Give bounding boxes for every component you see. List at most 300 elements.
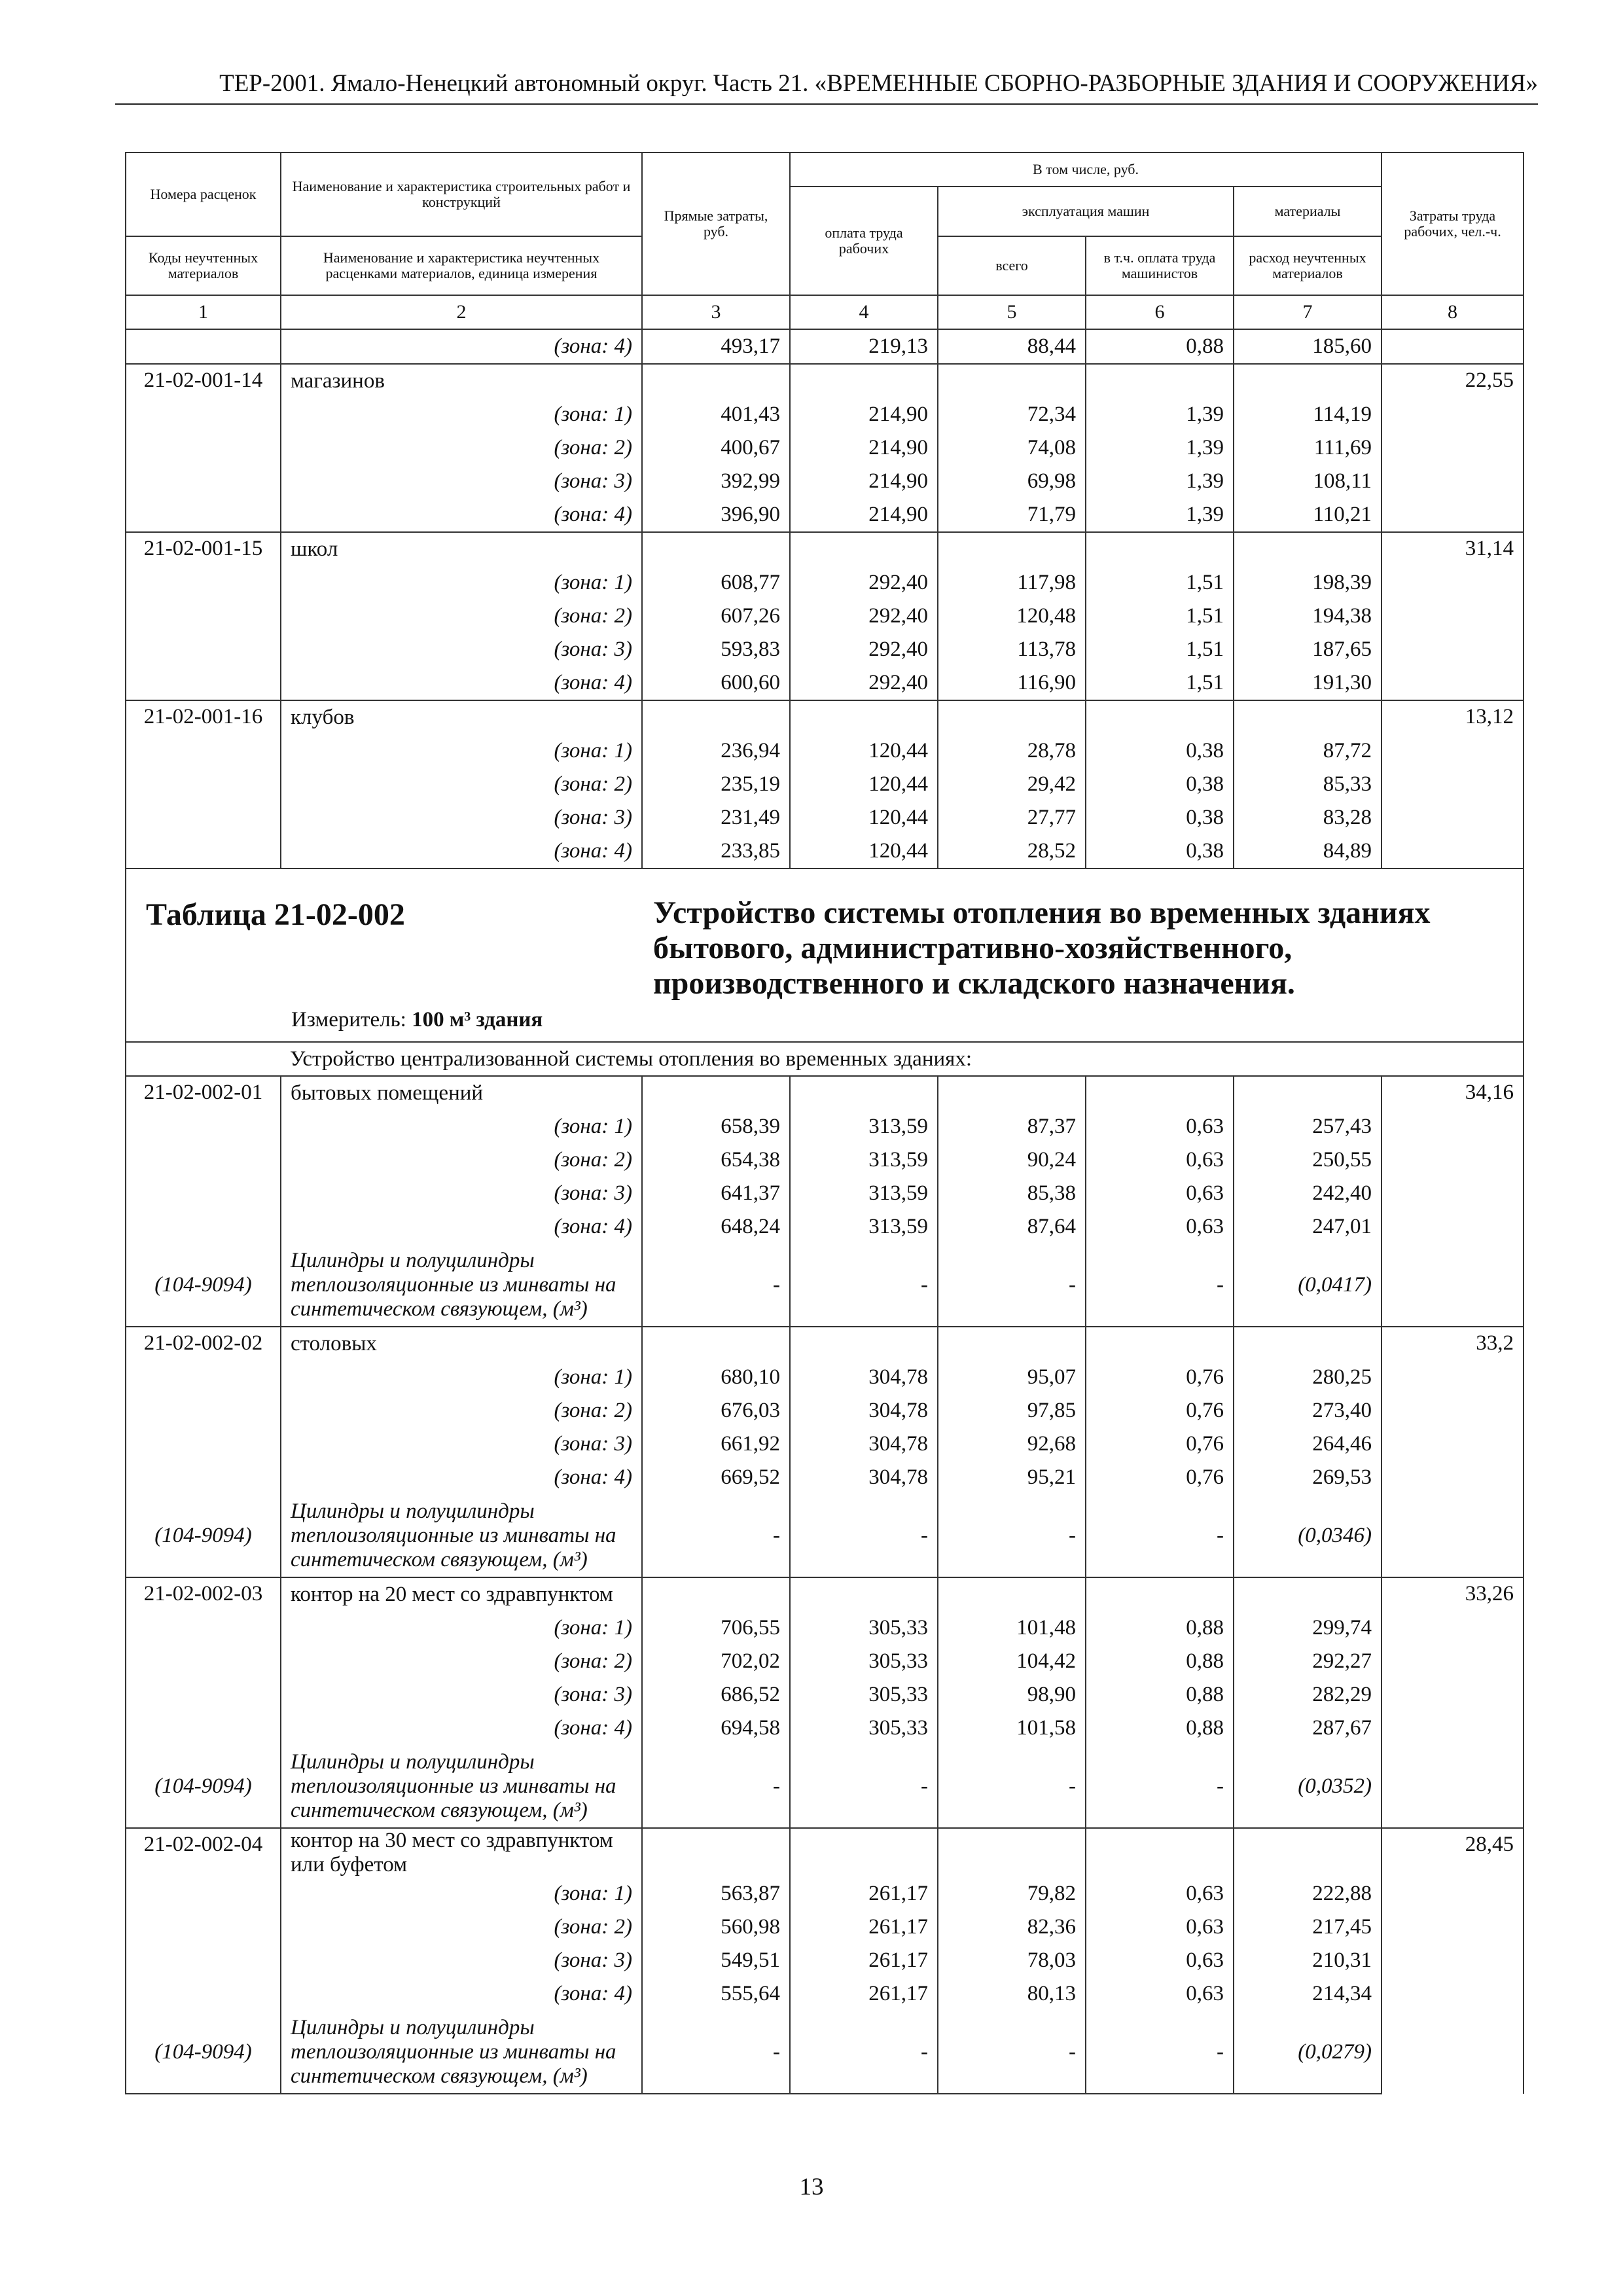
rate-name: бытовых помещений [281, 1076, 642, 1110]
value-cell: 261,17 [790, 1977, 938, 2011]
empty-cell [1234, 1577, 1382, 1611]
value-cell: 187,65 [1234, 633, 1382, 666]
empty-cell [938, 532, 1086, 566]
section-subheading: Устройство централизованной системы отопления во временных зданиях: [281, 1042, 1524, 1076]
value-cell: 0,88 [1086, 1712, 1234, 1745]
value-cell: 261,17 [790, 1944, 938, 1977]
zone-label: (зона: 4) [281, 834, 642, 869]
material-quantity: (0,0279) [1234, 2011, 1382, 2094]
material-row [126, 1494, 1524, 1577]
zone-row [126, 1210, 1524, 1244]
empty-cell [642, 1327, 790, 1361]
rate-code: 21-02-001-16 [126, 700, 281, 869]
table-21-02-002-heading [126, 869, 1524, 1076]
zone-label: (зона: 3) [281, 465, 642, 498]
zone-row [126, 398, 1524, 431]
column-numbers-row [126, 295, 1524, 329]
value-cell: 108,11 [1234, 465, 1382, 498]
empty-cell [642, 1076, 790, 1110]
zone-row [126, 734, 1524, 768]
value-cell: 111,69 [1234, 431, 1382, 465]
zone-label: (зона: 1) [281, 566, 642, 600]
rate-row [126, 532, 1524, 566]
value-cell: 658,39 [642, 1110, 790, 1143]
rate-row [126, 1076, 1524, 1110]
value-cell: 280,25 [1234, 1361, 1382, 1394]
column-number: 8 [1382, 295, 1524, 329]
rate-name: клубов [281, 700, 642, 734]
material-dash: - [790, 1494, 938, 1577]
zone-row [126, 498, 1524, 532]
col-code-header: Номера расценок [126, 152, 281, 236]
value-cell: 101,48 [938, 1611, 1086, 1645]
value-cell: 79,82 [938, 1877, 1086, 1910]
value-cell: 27,77 [938, 801, 1086, 834]
rate-row [126, 1828, 1524, 1877]
value-cell: 222,88 [1234, 1877, 1382, 1910]
material-dash: - [642, 1244, 790, 1327]
value-cell: 313,59 [790, 1143, 938, 1177]
value-cell: 0,63 [1086, 1177, 1234, 1210]
value-cell: 1,39 [1086, 465, 1234, 498]
value-cell: 29,42 [938, 768, 1086, 801]
column-number: 7 [1234, 295, 1382, 329]
zone-label: (зона: 4) [281, 498, 642, 532]
value-cell: 242,40 [1234, 1177, 1382, 1210]
empty-cell [938, 364, 1086, 398]
zone-row [126, 1427, 1524, 1461]
empty-cell [1382, 329, 1524, 364]
empty-cell [1234, 532, 1382, 566]
value-cell: 0,38 [1086, 834, 1234, 869]
value-cell: 706,55 [642, 1611, 790, 1645]
rate-code: 21-02-001-15 [126, 532, 281, 700]
value-cell: 641,37 [642, 1177, 790, 1210]
value-cell: 702,02 [642, 1645, 790, 1678]
labor-value: 22,55 [1382, 364, 1524, 532]
value-cell: 400,67 [642, 431, 790, 465]
value-cell: 0,76 [1086, 1461, 1234, 1494]
value-cell: 0,38 [1086, 768, 1234, 801]
zone-label: (зона: 3) [281, 1177, 642, 1210]
col-machines-header: эксплуатация машин [938, 187, 1234, 236]
value-cell: 0,88 [1086, 329, 1234, 364]
value-cell: 71,79 [938, 498, 1086, 532]
value-cell: 233,85 [642, 834, 790, 869]
empty-cell [642, 700, 790, 734]
value-cell: 0,76 [1086, 1427, 1234, 1461]
value-cell: 120,48 [938, 600, 1086, 633]
value-cell: 680,10 [642, 1361, 790, 1394]
zone-row [126, 1361, 1524, 1394]
material-dash: - [938, 1494, 1086, 1577]
value-cell: 116,90 [938, 666, 1086, 700]
empty-cell [1086, 1577, 1234, 1611]
value-cell: 661,92 [642, 1427, 790, 1461]
zone-row [126, 1712, 1524, 1745]
value-cell: 1,51 [1086, 633, 1234, 666]
value-cell: 90,24 [938, 1143, 1086, 1177]
zone-label: (зона: 4) [281, 666, 642, 700]
zone-row [126, 1877, 1524, 1910]
empty-cell [1086, 1828, 1234, 1877]
value-cell: 401,43 [642, 398, 790, 431]
material-code: (104-9094) [126, 1494, 281, 1577]
value-cell: 313,59 [790, 1110, 938, 1143]
value-cell: 0,38 [1086, 734, 1234, 768]
value-cell: 87,37 [938, 1110, 1086, 1143]
value-cell: 292,27 [1234, 1645, 1382, 1678]
zone-row [126, 1611, 1524, 1645]
material-code: (104-9094) [126, 1745, 281, 1828]
value-cell: 261,17 [790, 1877, 938, 1910]
material-name: Цилиндры и полуцилиндры теплоизоляционные из минваты на синтетическом связующем, (м³) [281, 2011, 642, 2094]
zone-row [126, 1678, 1524, 1712]
zone-label: (зона: 4) [281, 1461, 642, 1494]
value-cell: 0,63 [1086, 1944, 1234, 1977]
value-cell: 87,64 [938, 1210, 1086, 1244]
column-number: 5 [938, 295, 1086, 329]
col-machines-total-header: всего [938, 236, 1086, 295]
zone-label: (зона: 2) [281, 768, 642, 801]
empty-cell [790, 1076, 938, 1110]
value-cell: 0,63 [1086, 1877, 1234, 1910]
empty-cell [938, 1076, 1086, 1110]
column-number: 3 [642, 295, 790, 329]
zone-label: (зона: 4) [281, 329, 642, 364]
value-cell: 555,64 [642, 1977, 790, 2011]
value-cell: 69,98 [938, 465, 1086, 498]
material-dash: - [938, 1745, 1086, 1828]
value-cell: 1,51 [1086, 566, 1234, 600]
material-dash: - [790, 1745, 938, 1828]
zone-row [126, 600, 1524, 633]
value-cell: 608,77 [642, 566, 790, 600]
value-cell: 257,43 [1234, 1110, 1382, 1143]
value-cell: 250,55 [1234, 1143, 1382, 1177]
material-dash: - [1086, 1494, 1234, 1577]
value-cell: 304,78 [790, 1427, 938, 1461]
zone-label: (зона: 2) [281, 1143, 642, 1177]
carry-over-row [126, 329, 1524, 364]
zone-label: (зона: 2) [281, 600, 642, 633]
zone-row [126, 633, 1524, 666]
value-cell: 0,63 [1086, 1210, 1234, 1244]
material-quantity: (0,0346) [1234, 1494, 1382, 1577]
value-cell: 1,39 [1086, 431, 1234, 465]
zone-label: (зона: 1) [281, 1110, 642, 1143]
zone-row [126, 834, 1524, 869]
value-cell: 305,33 [790, 1611, 938, 1645]
zone-row [126, 1394, 1524, 1427]
material-dash: - [642, 1745, 790, 1828]
material-dash: - [1086, 1745, 1234, 1828]
labor-value: 33,2 [1382, 1327, 1524, 1577]
col-materials-header: материалы [1234, 187, 1382, 236]
labor-value: 33,26 [1382, 1577, 1524, 1828]
zone-label: (зона: 4) [281, 1210, 642, 1244]
zone-label: (зона: 3) [281, 1944, 642, 1977]
material-name: Цилиндры и полуцилиндры теплоизоляционные из минваты на синтетическом связующем, (м³) [281, 1244, 642, 1327]
value-cell: 305,33 [790, 1712, 938, 1745]
page-header: ТЕР-2001. Ямало-Ненецкий автономный округ. Часть 21. «ВРЕМЕННЫЕ СБОРНО-РАЗБОРНЫЕ ЗДАНИЯ И СООРУЖЕНИЯ» [219, 70, 1538, 97]
zone-row [126, 431, 1524, 465]
empty-cell [1086, 532, 1234, 566]
value-cell: 264,46 [1234, 1427, 1382, 1461]
empty-cell [790, 532, 938, 566]
rate-name: контор на 20 мест со здравпунктом [281, 1577, 642, 1611]
value-cell: 273,40 [1234, 1394, 1382, 1427]
value-cell: 80,13 [938, 1977, 1086, 2011]
empty-cell [642, 364, 790, 398]
value-cell: 299,74 [1234, 1611, 1382, 1645]
value-cell: 304,78 [790, 1361, 938, 1394]
zone-row [126, 1944, 1524, 1977]
col-materials-sub-header: расход неучтенных материалов [1234, 236, 1382, 295]
value-cell: 28,78 [938, 734, 1086, 768]
value-cell: 214,34 [1234, 1977, 1382, 2011]
value-cell: 85,38 [938, 1177, 1086, 1210]
empty-cell [938, 1327, 1086, 1361]
value-cell: 74,08 [938, 431, 1086, 465]
rate-name: магазинов [281, 364, 642, 398]
value-cell: 0,88 [1086, 1645, 1234, 1678]
value-cell: 282,29 [1234, 1678, 1382, 1712]
value-cell: 110,21 [1234, 498, 1382, 532]
value-cell: 392,99 [642, 465, 790, 498]
rate-name: школ [281, 532, 642, 566]
value-cell: 194,38 [1234, 600, 1382, 633]
page-number: 13 [799, 2174, 824, 2200]
zone-row [126, 768, 1524, 801]
value-cell: 292,40 [790, 566, 938, 600]
value-cell: 87,72 [1234, 734, 1382, 768]
value-cell: 231,49 [642, 801, 790, 834]
value-cell: 82,36 [938, 1910, 1086, 1944]
value-cell: 292,40 [790, 633, 938, 666]
empty-cell [126, 329, 281, 364]
value-cell: 120,44 [790, 768, 938, 801]
rate-name: столовых [281, 1327, 642, 1361]
empty-cell [642, 1828, 790, 1877]
value-cell: 0,76 [1086, 1361, 1234, 1394]
material-code: (104-9094) [126, 1244, 281, 1327]
column-number: 4 [790, 295, 938, 329]
zone-row [126, 1977, 1524, 2011]
zone-row [126, 666, 1524, 700]
zone-row [126, 801, 1524, 834]
material-row [126, 1244, 1524, 1327]
value-cell: 117,98 [938, 566, 1086, 600]
value-cell: 191,30 [1234, 666, 1382, 700]
value-cell: 98,90 [938, 1678, 1086, 1712]
material-row [126, 1745, 1524, 1828]
material-dash: - [642, 1494, 790, 1577]
value-cell: 214,90 [790, 431, 938, 465]
empty-cell [1086, 364, 1234, 398]
value-cell: 593,83 [642, 633, 790, 666]
value-cell: 607,26 [642, 600, 790, 633]
value-cell: 292,40 [790, 666, 938, 700]
empty-cell [1234, 1076, 1382, 1110]
empty-cell [938, 1828, 1086, 1877]
value-cell: 686,52 [642, 1678, 790, 1712]
table-body-part-1 [126, 329, 1524, 869]
empty-cell [1086, 1076, 1234, 1110]
value-cell: 210,31 [1234, 1944, 1382, 1977]
empty-cell [642, 532, 790, 566]
material-dash: - [938, 1244, 1086, 1327]
value-cell: 654,38 [642, 1143, 790, 1177]
col-labor-header: Затраты труда рабочих, чел.-ч. [1382, 152, 1524, 295]
table-head [126, 152, 1524, 329]
zone-row [126, 1110, 1524, 1143]
empty-cell [790, 1577, 938, 1611]
col-wages-header: оплата труда рабочих [790, 187, 938, 295]
value-cell: 92,68 [938, 1427, 1086, 1461]
empty-cell [642, 1577, 790, 1611]
material-row [126, 2011, 1524, 2094]
table-description: Устройство системы отопления во временных зданиях бытового, административно-хозяйственного, производственного и складского назначения. [653, 895, 1431, 1001]
header-rule [115, 103, 1538, 105]
value-cell: 1,39 [1086, 498, 1234, 532]
rates-table [125, 152, 1524, 2094]
value-cell: 305,33 [790, 1645, 938, 1678]
column-number: 1 [126, 295, 281, 329]
value-cell: 304,78 [790, 1394, 938, 1427]
value-cell: 236,94 [642, 734, 790, 768]
value-cell: 313,59 [790, 1177, 938, 1210]
material-dash: - [642, 2011, 790, 2094]
value-cell: 97,85 [938, 1394, 1086, 1427]
col-name-header: Наименование и характеристика строительных работ и конструкций [281, 152, 642, 236]
value-cell: 214,90 [790, 465, 938, 498]
empty-cell [1234, 1327, 1382, 1361]
zone-label: (зона: 4) [281, 1712, 642, 1745]
value-cell: 104,42 [938, 1645, 1086, 1678]
material-name: Цилиндры и полуцилиндры теплоизоляционные из минваты на синтетическом связующем, (м³) [281, 1494, 642, 1577]
zone-label: (зона: 2) [281, 1645, 642, 1678]
value-cell: 120,44 [790, 834, 938, 869]
empty-cell [790, 1828, 938, 1877]
labor-value: 31,14 [1382, 532, 1524, 700]
material-code: (104-9094) [126, 2011, 281, 2094]
zone-label: (зона: 3) [281, 633, 642, 666]
empty-cell [1086, 700, 1234, 734]
value-cell: 1,39 [1086, 398, 1234, 431]
value-cell: 28,52 [938, 834, 1086, 869]
zone-row [126, 566, 1524, 600]
empty-cell [790, 700, 938, 734]
table-body-part-2 [126, 1076, 1524, 2094]
value-cell: 676,03 [642, 1394, 790, 1427]
zone-label: (зона: 1) [281, 734, 642, 768]
value-cell: 0,88 [1086, 1678, 1234, 1712]
value-cell: 304,78 [790, 1461, 938, 1494]
value-cell: 0,63 [1086, 1110, 1234, 1143]
value-cell: 120,44 [790, 801, 938, 834]
col-name-sub-header: Наименование и характеристика неучтенных расценками материалов, единица измерения [281, 236, 642, 295]
material-dash: - [938, 2011, 1086, 2094]
value-cell: 669,52 [642, 1461, 790, 1494]
material-quantity: (0,0417) [1234, 1244, 1382, 1327]
table-title: Таблица 21-02-002 [146, 897, 405, 932]
rate-row [126, 1577, 1524, 1611]
value-cell: 269,53 [1234, 1461, 1382, 1494]
value-cell: 214,90 [790, 498, 938, 532]
value-cell: 292,40 [790, 600, 938, 633]
zone-label: (зона: 1) [281, 398, 642, 431]
zone-row [126, 1910, 1524, 1944]
value-cell: 72,34 [938, 398, 1086, 431]
col-incl-header: В том числе, руб. [790, 152, 1382, 187]
value-cell: 219,13 [790, 329, 938, 364]
value-cell: 549,51 [642, 1944, 790, 1977]
value-cell: 214,90 [790, 398, 938, 431]
rate-row [126, 1327, 1524, 1361]
value-cell: 0,38 [1086, 801, 1234, 834]
empty-cell [1234, 700, 1382, 734]
empty-cell [938, 1577, 1086, 1611]
value-cell: 95,07 [938, 1361, 1086, 1394]
value-cell: 1,51 [1086, 600, 1234, 633]
value-cell: 396,90 [642, 498, 790, 532]
zone-label: (зона: 1) [281, 1877, 642, 1910]
rate-row [126, 364, 1524, 398]
value-cell: 78,03 [938, 1944, 1086, 1977]
labor-value: 34,16 [1382, 1076, 1524, 1327]
value-cell: 120,44 [790, 734, 938, 768]
value-cell: 247,01 [1234, 1210, 1382, 1244]
material-dash: - [790, 2011, 938, 2094]
value-cell: 305,33 [790, 1678, 938, 1712]
value-cell: 1,51 [1086, 666, 1234, 700]
material-dash: - [1086, 1244, 1234, 1327]
value-cell: 694,58 [642, 1712, 790, 1745]
meter [291, 1008, 543, 1032]
zone-label: (зона: 3) [281, 801, 642, 834]
zone-label: (зона: 2) [281, 1394, 642, 1427]
value-cell: 84,89 [1234, 834, 1382, 869]
rate-code: 21-02-002-04 [126, 1828, 281, 2011]
value-cell: 95,21 [938, 1461, 1086, 1494]
labor-value: 13,12 [1382, 700, 1524, 869]
rate-row [126, 700, 1524, 734]
rate-name: контор на 30 мест со здравпунктом или буфетом [281, 1828, 642, 1877]
value-cell: 217,45 [1234, 1910, 1382, 1944]
empty-cell [938, 700, 1086, 734]
rate-code: 21-02-002-03 [126, 1577, 281, 1745]
value-cell: 261,17 [790, 1910, 938, 1944]
value-cell: 198,39 [1234, 566, 1382, 600]
value-cell: 0,88 [1086, 1611, 1234, 1645]
col-code-sub-header: Коды неучтенных материалов [126, 236, 281, 295]
value-cell: 563,87 [642, 1877, 790, 1910]
zone-label: (зона: 1) [281, 1611, 642, 1645]
value-cell: 648,24 [642, 1210, 790, 1244]
zone-label: (зона: 3) [281, 1427, 642, 1461]
empty-cell [790, 364, 938, 398]
value-cell: 113,78 [938, 633, 1086, 666]
value-cell: 83,28 [1234, 801, 1382, 834]
material-dash: - [1086, 2011, 1234, 2094]
zone-row [126, 465, 1524, 498]
zone-label: (зона: 2) [281, 431, 642, 465]
zone-label: (зона: 3) [281, 1678, 642, 1712]
value-cell: 0,63 [1086, 1910, 1234, 1944]
rate-code: 21-02-002-02 [126, 1327, 281, 1494]
empty-cell [1234, 364, 1382, 398]
